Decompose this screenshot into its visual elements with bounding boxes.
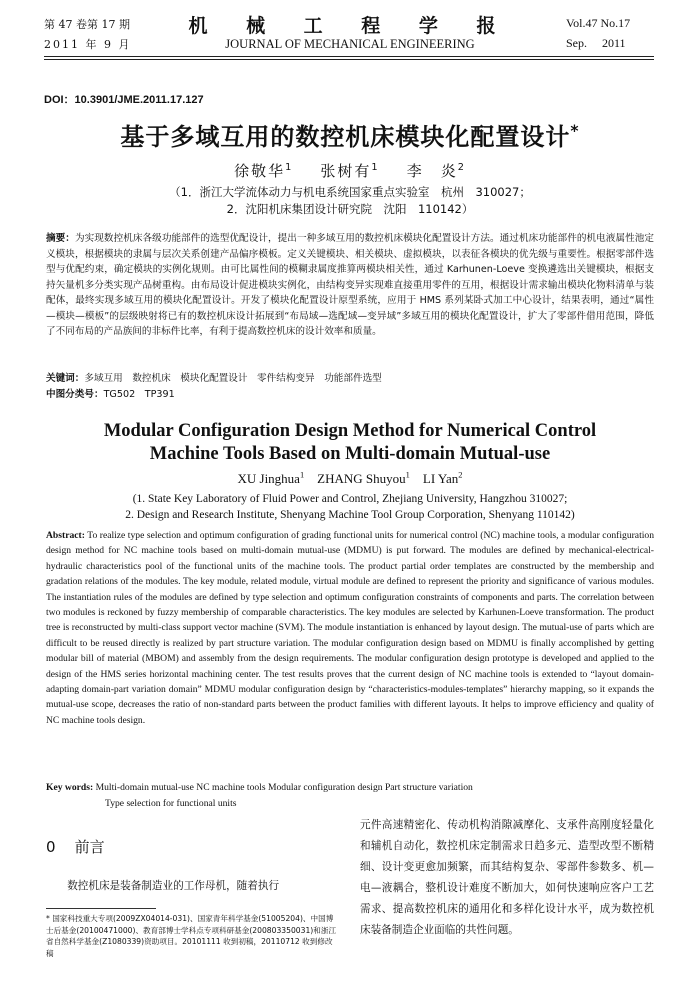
affiliation-cn-2: 2．沈阳机床集团设计研究院 沈阳 110142）: [226, 202, 474, 216]
author-en: LI Yan: [422, 471, 459, 486]
section-heading: 0 前言: [46, 838, 105, 856]
doi: DOI：10.3901/JME.2011.17.127: [44, 94, 204, 106]
title-en-line-1: Modular Configuration Design Method for Numerical Control: [103, 421, 597, 441]
title-en-line-2: Machine Tools Based on Multi-domain Mutual-use: [149, 444, 551, 464]
title-footnote-mark: *: [570, 122, 580, 140]
title-cn: 基于多域互用的数控机床模块化配置设计*: [120, 122, 580, 151]
authors-en: XU Jinghua$^1$ ZHANG Shuyou$^1$ LI Yan$^2$: [237, 469, 463, 486]
keywords-cn: 关键词：多域互用 数控机床 模块化配置设计 零件结构变异 功能部件选型: [46, 373, 382, 384]
header-date-cn: 2011 年 9 月: [44, 38, 132, 51]
author-en: ZHANG Shuyou: [317, 471, 406, 486]
keywords-en-line-2: Type selection for functional units: [105, 798, 237, 809]
header-rule-2: [44, 59, 654, 60]
affiliation-en-2: 2. Design and Research Institute, Shenyang Machine Tool Group Corporation, Shenyang 110142): [125, 509, 575, 521]
journal-title-cn: 机 械 工 程 学 报: [188, 15, 512, 37]
header-vol-issue-cn: 第 47 卷第 17 期: [44, 18, 130, 31]
abstract-en: Abstract: To realize type selection and optimum configuration of grading functional units for numerical control (NC) machine tools, a modular configuration design method for NC machine tools based on multi-domain mutual-use (MDMU) is put forward. The modules are defined by mechanical-electrical-hydraulic characteristics pool of the functional units of the machine tools. The product partial order templates are constructed by the membership and gradation relations of the modules. The key module, related module, virtual module are defined to represent the priority and significance of various modules. The instantiation rules of the modules are defined by type selection and optimum configuration constraints of components and parts. The correlation between two modules is reckoned by fuzzy membership of comparable characteristics. The key modules are selected by Karhunen-Loeve transformation. The product tree is reconstructed by multi-class support vector machine (SVM). The module instantiation is enhanced by layout design. The mutual-use of parts which are difficult to be reused directly is realized by part structure variation. The modular configuration design based on MDMU is finally accomplished by getting modular bill of material (MBOM) and assembly from the design requirements. The modular configuration design prototype is developed and applied to the design of the HMS series horizontal machining center. The test results proves that the current design of NC machine tools is extended to “layout domain-adapting domain-part variation domain” MDMU modular configuration design by “characteristics-modules-templates” hierarchy mapping, so it expands the mutual-use scope, decreases the ratio of non-standard parts between the product families with different layouts. It helps to improve efficiency and quality of NC machine tools design.: [46, 530, 654, 726]
clc-cn: 中图分类号：TG502 TP391: [46, 389, 175, 400]
author-en: XU Jinghua: [237, 471, 300, 486]
affiliation-cn-1: （1．浙江大学流体动力与机电系统国家重点实验室 杭州 310027；: [169, 185, 531, 199]
abstract-cn: 摘要：为实现数控机床各级功能部件的选型优配设计，提出一种多域互用的数控机床模块化配置设计方法。通过机床功能部件的机电液属性池定义模块，根据模块的隶属与层次关系创建产品偏序模板。定义关键模块、相关模块、虚拟模块，以表征各模块的优先级与重要性。根据零部件选型与优配约束，确定模块的实例化规则。由可比属性间的模糊隶属度推算两模块相关性，通过 Karhunen-Loeve 变换遴选出关键模块，根据支持矢量机多分类实现产品树重构。由布局设计促进模块实例化，由结构变异实现难直接重用零件的互用，根据设计需求输出模块化物料清单与装配体，最终实现多域互用的模块化配置设计。开发了模块化配置设计原型系统，应用于 HMS 系列某卧式加工中心设计，结果表明，通过“属性—模块—模板”的层级映射将已有的数控机床设计拓展到“布局域—选配域—变异域”多域互用的模块化配置设计，扩大了零部件借用范围，降低了不同布局的产品族间的非标件比率，有利于提高数控机床的设计效率和质量。: [46, 233, 655, 337]
footnote-rule: [46, 908, 156, 909]
journal-title-en: JOURNAL OF MECHANICAL ENGINEERING: [225, 37, 475, 51]
header-rule: [44, 56, 654, 57]
header-vol-issue-en: Vol.47 No.17: [566, 16, 631, 30]
author-cn: 张树有: [320, 162, 372, 180]
affiliation-en-1: (1. State Key Laboratory of Fluid Power and Control, Zhejiang University, Hangzhou 310027;: [132, 493, 568, 505]
author-cn: 徐敬华: [234, 162, 286, 180]
body-right-paragraph: 元件高速精密化、传动机构消隙减摩化、支承件高刚度轻量化和辅机自动化，数控机床定制需求日趋多元、造型改型不断精细、设计变更愈加频繁，而其结构复杂、零部件参数多、机—电—液耦合，整机设计难度不断加大，如何快速响应客户工艺需求、提高数控机床的通用化和多样化设计水平，成为数控机床装备制造企业面临的共性问题。: [360, 819, 654, 936]
footnote: * 国家科技重大专项(2009ZX04014-031)、国家青年科学基金(51005204)、中国博士后基金(20100471000)、教育部博士学科点专项科研基金(20080335003​1)和浙江省自然科学基金(Z1080339)资助项目。20101111 收到初稿，20110712 收到修改稿: [46, 914, 337, 958]
keywords-en: Key words: Multi-domain mutual-use NC machine tools Modular configuration design Part structure variation: [46, 782, 473, 793]
body-left-paragraph: 数控机床是装备制造业的工作母机，随着执行: [67, 880, 280, 892]
author-cn: 李 炎: [406, 162, 458, 180]
header-date-en: Sep. 2011: [566, 36, 626, 50]
authors-cn: 徐敬华$^1$ 张树有$^1$ 李 炎$^2$: [234, 162, 466, 180]
